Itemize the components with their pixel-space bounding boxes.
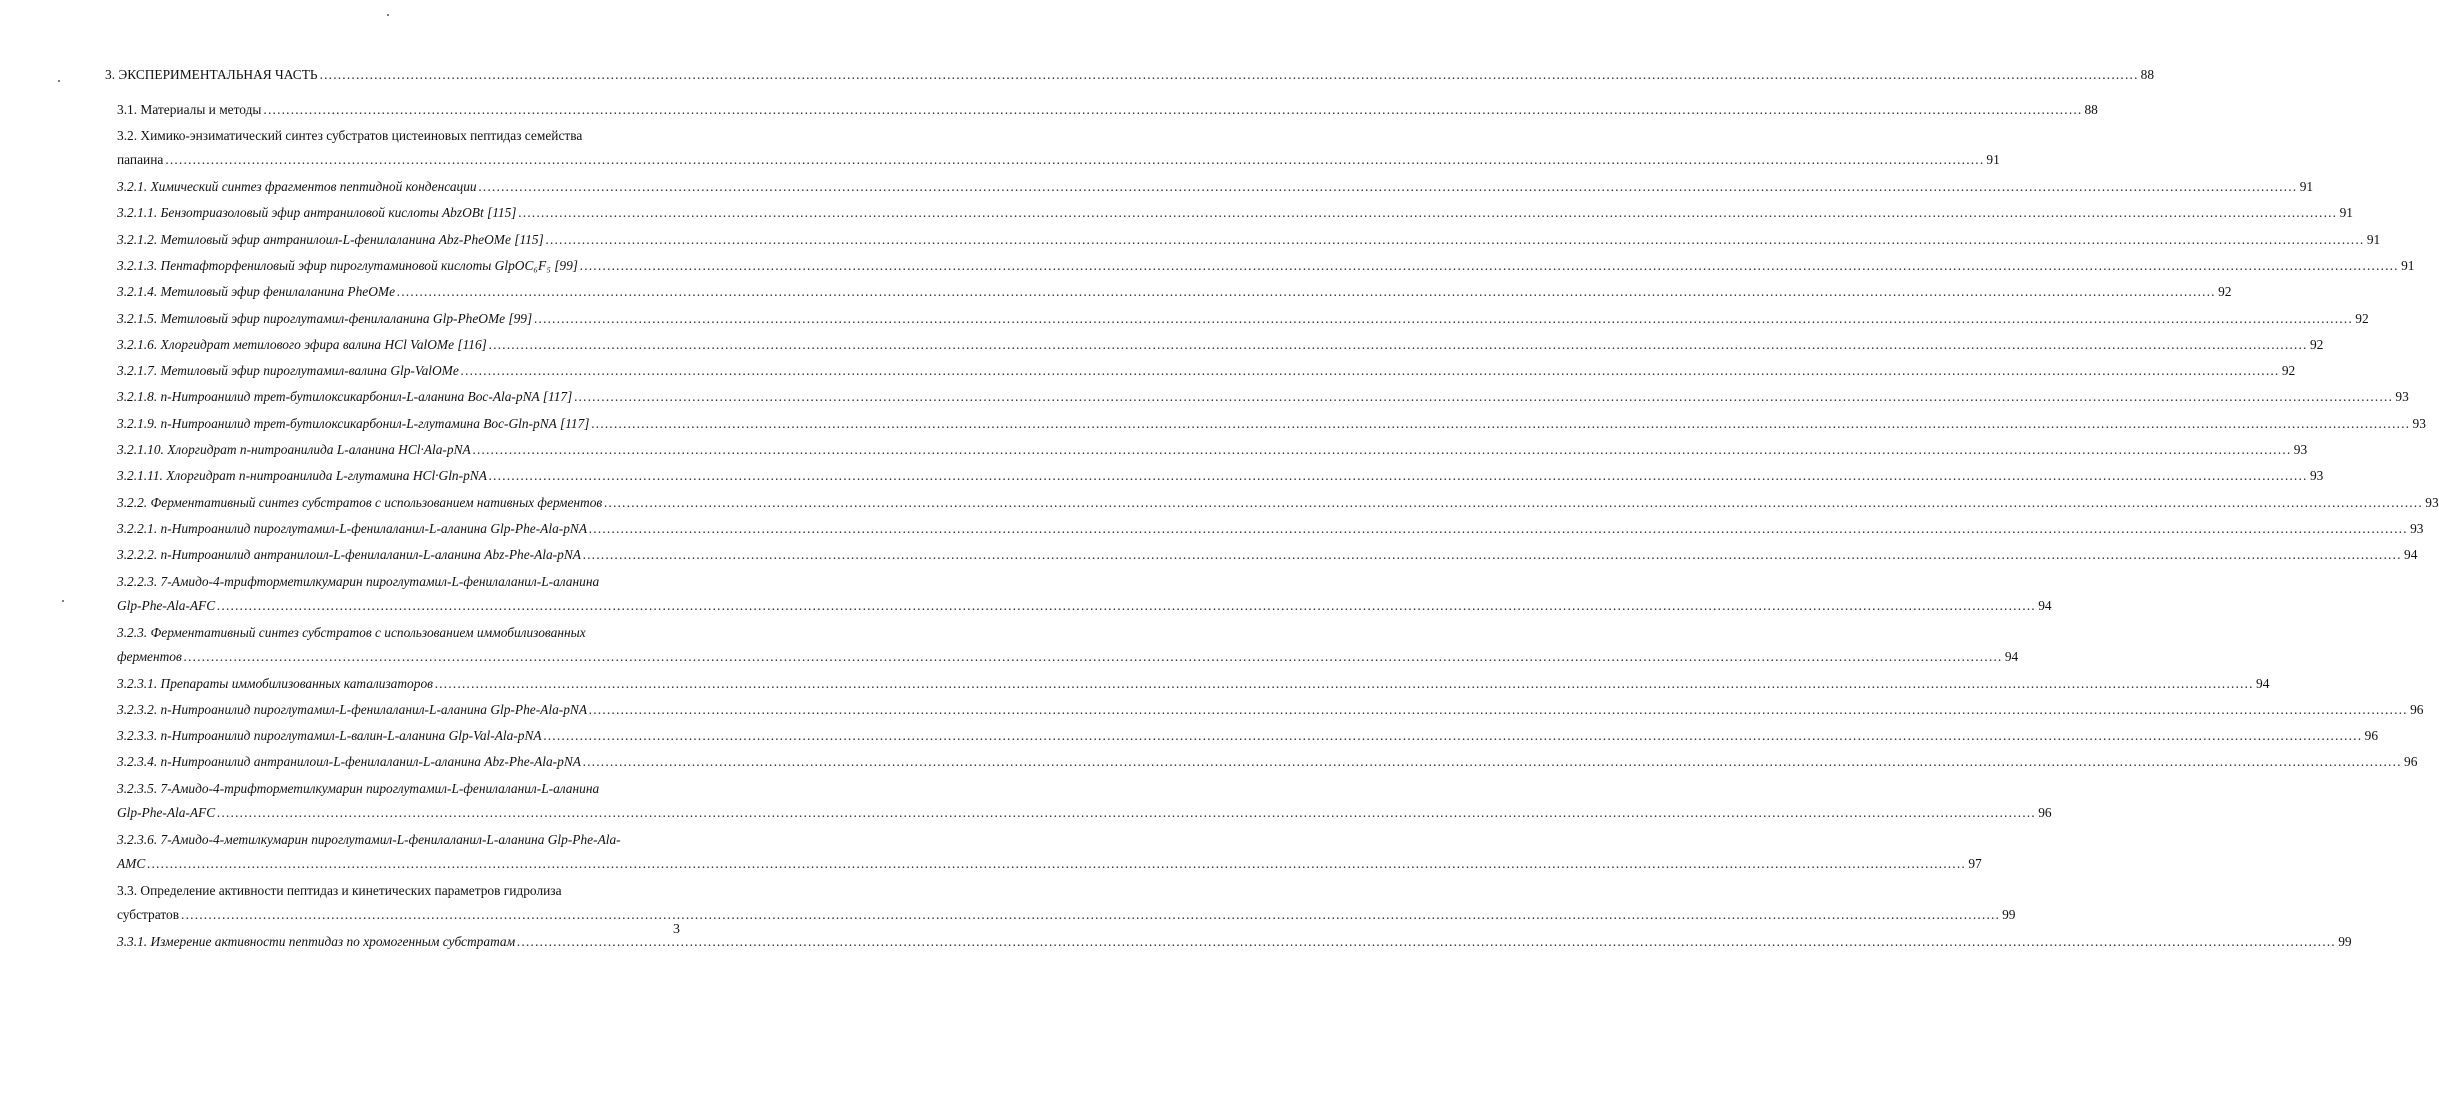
toc-entry-title: 3.2.1.6. Хлоргидрат метилового эфира валина HCl ValOMe [116] xyxy=(117,336,487,352)
toc-entry-title: 3.2.1. Химический синтез фрагментов пептидной конденсации xyxy=(117,179,477,194)
toc-entry-title: 3.3. Определение активности пептидаз и кинетических параметров гидролиза xyxy=(117,882,562,898)
toc-entry-title: 3.3.1. Измерение активности пептидаз по хромогенным субстратам xyxy=(117,933,516,949)
toc-entry-title: 3.2.3.4. п-Нитроанилид антранилоил-L-фенилаланил-L-аланина Abz-Phe-Ala-pNA xyxy=(117,754,581,770)
toc-entry xyxy=(117,777,2052,825)
dot-leader: ................................................................................................................................................................................................................................................................................................................................................................................................................ xyxy=(147,855,1967,871)
toc-entry-title: 3.2.3.3. п-Нитроанилид пироглутамил-L-валин-L-аланина Glp-Val-Ala-pNA xyxy=(117,728,542,744)
dot-leader: ................................................................................................................................................................................................................................................................................................................................................................................................................ xyxy=(181,906,2001,922)
toc-entry-title-continued: субстратов xyxy=(117,906,180,922)
dot-leader: ................................................................................................................................................................................................................................................................................................................................................................................................................ xyxy=(545,231,2365,247)
toc-entry-title: 3.2.3.5. 7-Амидо-4-трифторметилкумарин пироглутамил-L-фенилаланил-L-аланина xyxy=(117,780,600,796)
dot-leader: ................................................................................................................................................................................................................................................................................................................................................................................................................ xyxy=(582,754,2403,770)
toc-page-number: 96 xyxy=(2404,754,2418,770)
toc-page-number: 96 xyxy=(2038,804,2052,820)
toc-entry-title: 3.2.1.3. Пентафторфениловый эфир пироглутаминовой кислоты GlpOC₆F₅ [99] xyxy=(117,257,579,273)
dot-leader: ................................................................................................................................................................................................................................................................................................................................................................................................................ xyxy=(589,520,2409,536)
toc-page-number: 93 xyxy=(2412,415,2426,431)
toc-page-number: 99 xyxy=(2338,933,2352,949)
toc-entry xyxy=(117,570,2052,618)
toc-entry xyxy=(117,124,2000,172)
toc-page-number: 91 xyxy=(2401,257,2415,273)
toc-page-number: 93 xyxy=(2425,494,2439,510)
toc-entry-title: 3.2.2.3. 7-Амидо-4-трифторметилкумарин пироглутамил-L-фенилаланил-L-аланина xyxy=(117,573,600,589)
toc-entry-title-continued: папаина xyxy=(117,152,164,167)
scan-speck xyxy=(387,14,389,16)
toc-page-number: 97 xyxy=(1968,855,1982,871)
toc-entry-title-continued: ферментов xyxy=(117,648,182,664)
toc-entry-title: 3.2.1.10. Хлоргидрат п-нитроанилида L-аланина HCl·Ala-pNA xyxy=(117,442,471,457)
dot-leader: ................................................................................................................................................................................................................................................................................................................................................................................................................ xyxy=(582,547,2403,563)
toc-page-number: 92 xyxy=(2355,310,2369,326)
toc-entry-title: 3.2.1.4. Метиловый эфир фенилаланина PheOMe xyxy=(117,284,396,300)
toc-entry-title: 3.2.1.2. Метиловый эфир антранилоил-L-фенилаланина Abz-PheOMe [115] xyxy=(117,231,544,247)
dot-leader: ................................................................................................................................................................................................................................................................................................................................................................................................................ xyxy=(165,152,1985,167)
dot-leader: ................................................................................................................................................................................................................................................................................................................................................................................................................ xyxy=(517,933,2337,949)
toc-entry-title: 3.2.2.1. п-Нитроанилид пироглутамил-L-фенилаланил-L-аланина Glp-Phe-Ala-pNA xyxy=(117,520,588,536)
scan-speck xyxy=(58,80,60,82)
toc-entry-title: 3.1. Материалы и методы xyxy=(117,101,262,117)
dot-leader: ................................................................................................................................................................................................................................................................................................................................................................................................................ xyxy=(518,205,2338,221)
toc-page-number: 92 xyxy=(2281,363,2296,379)
dot-leader: ................................................................................................................................................................................................................................................................................................................................................................................................................ xyxy=(580,257,2400,273)
dot-leader: ................................................................................................................................................................................................................................................................................................................................................................................................................ xyxy=(319,67,2139,82)
toc-entry-title: 3.2.1.9. п-Нитроанилид трет-бутилоксикарбонил-L-глутамина Boc-Gln-pNA [117] xyxy=(117,415,590,431)
toc-entry xyxy=(117,879,2016,927)
toc-page-number: 91 xyxy=(2299,179,2314,194)
toc-page-number: 93 xyxy=(2395,389,2409,405)
toc-entry-title: 3.2.1.1. Бензотриазоловый эфир антраниловой кислоты AbzOBt [115] xyxy=(117,205,517,221)
dot-leader: ................................................................................................................................................................................................................................................................................................................................................................................................................ xyxy=(217,597,2037,613)
dot-leader: ................................................................................................................................................................................................................................................................................................................................................................................................................ xyxy=(434,675,2255,691)
toc-page-number: 93 xyxy=(2309,468,2324,484)
dot-leader: ................................................................................................................................................................................................................................................................................................................................................................................................................ xyxy=(263,101,2083,117)
dot-leader: ................................................................................................................................................................................................................................................................................................................................................................................................................ xyxy=(217,804,2037,820)
toc-page-number: 93 xyxy=(2410,520,2424,536)
toc-entry-title: 3.2.3.2. п-Нитроанилид пироглутамил-L-фенилаланил-L-аланина Glp-Phe-Ala-pNA xyxy=(117,701,588,717)
dot-leader: ................................................................................................................................................................................................................................................................................................................................................................................................................ xyxy=(472,442,2292,457)
dot-leader: ................................................................................................................................................................................................................................................................................................................................................................................................................ xyxy=(591,415,2411,431)
toc-entry-title: 3.2.2.2. п-Нитроанилид антранилоил-L-фенилаланил-L-аланина Abz-Phe-Ala-pNA xyxy=(117,547,581,563)
toc-page-number: 92 xyxy=(2309,336,2324,352)
toc-page-number: 94 xyxy=(2038,597,2052,613)
dot-leader: ................................................................................................................................................................................................................................................................................................................................................................................................................ xyxy=(589,701,2409,717)
toc-entry-title-continued: AMC xyxy=(117,855,146,871)
toc-entry-title: 3.2. Химико-энзиматический синтез субстратов цистеиновых пептидаз семейства xyxy=(117,128,583,143)
toc-page-number: 92 xyxy=(2218,284,2232,300)
toc-page-number: 94 xyxy=(2404,547,2418,563)
toc-page-number: 99 xyxy=(2002,906,2016,922)
scan-speck xyxy=(62,600,64,602)
dot-leader: ................................................................................................................................................................................................................................................................................................................................................................................................................ xyxy=(574,389,2394,405)
toc-entry-title: 3.2.3.1. Препараты иммобилизованных катализаторов xyxy=(117,675,433,691)
dot-leader: ................................................................................................................................................................................................................................................................................................................................................................................................................ xyxy=(488,468,2308,484)
toc-page-number: 96 xyxy=(2364,728,2379,744)
toc-entry-title-continued: Glp-Phe-Ala-AFC xyxy=(117,804,216,820)
toc-page-number: 96 xyxy=(2410,701,2424,717)
toc-page-number: 88 xyxy=(2140,67,2155,82)
toc-page-number: 91 xyxy=(1986,152,2000,167)
toc-entry-title: 3.2.1.5. Метиловый эфир пироглутамил-фенилаланина Glp-PheOMe [99] xyxy=(117,310,533,326)
dot-leader: ................................................................................................................................................................................................................................................................................................................................................................................................................ xyxy=(543,728,2363,744)
toc-entry xyxy=(117,828,1982,876)
toc-entry-title: 3.2.2. Ферментативный синтез субстратов с использованием нативных ферментов xyxy=(117,494,603,510)
toc-entry-title: 3.2.3. Ферментативный синтез субстратов с использованием иммобилизованных xyxy=(117,624,586,640)
toc-page-number: 94 xyxy=(2256,675,2270,691)
toc-entry-title: 3.2.1.7. Метиловый эфир пироглутамил-валина Glp-ValOMe xyxy=(117,363,459,379)
dot-leader: ................................................................................................................................................................................................................................................................................................................................................................................................................ xyxy=(397,284,2217,300)
dot-leader: ................................................................................................................................................................................................................................................................................................................................................................................................................ xyxy=(183,648,2003,664)
toc-page-number: 91 xyxy=(2339,205,2353,221)
toc-entry-title: 3.2.1.11. Хлоргидрат п-нитроанилида L-глутамина HCl·Gln-pNA xyxy=(117,468,487,484)
toc-page-number: 93 xyxy=(2293,442,2308,457)
toc-entry-title-continued: Glp-Phe-Ala-AFC xyxy=(117,597,216,613)
toc-entry xyxy=(117,621,2019,669)
toc-page-number: 91 xyxy=(2366,231,2381,247)
toc-entry-title: 3.2.3.6. 7-Амидо-4-метилкумарин пироглутамил-L-фенилаланил-L-аланина Glp-Phe-Ala- xyxy=(117,831,621,847)
toc-entry-title: 3. ЭКСПЕРИМЕНТАЛЬНАЯ ЧАСТЬ xyxy=(105,67,318,82)
page-number: 3 xyxy=(673,922,680,937)
dot-leader: ................................................................................................................................................................................................................................................................................................................................................................................................................ xyxy=(478,179,2298,194)
dot-leader: ................................................................................................................................................................................................................................................................................................................................................................................................................ xyxy=(488,336,2308,352)
toc-page-number: 88 xyxy=(2084,101,2098,117)
dot-leader: ................................................................................................................................................................................................................................................................................................................................................................................................................ xyxy=(534,310,2354,326)
toc-page-number: 94 xyxy=(2004,648,2019,664)
dot-leader: ................................................................................................................................................................................................................................................................................................................................................................................................................ xyxy=(460,363,2280,379)
toc-entry-title: 3.2.1.8. п-Нитроанилид трет-бутилоксикарбонил-L-аланина Boc-Ala-pNA [117] xyxy=(117,389,573,405)
dot-leader: ................................................................................................................................................................................................................................................................................................................................................................................................................ xyxy=(604,494,2424,510)
